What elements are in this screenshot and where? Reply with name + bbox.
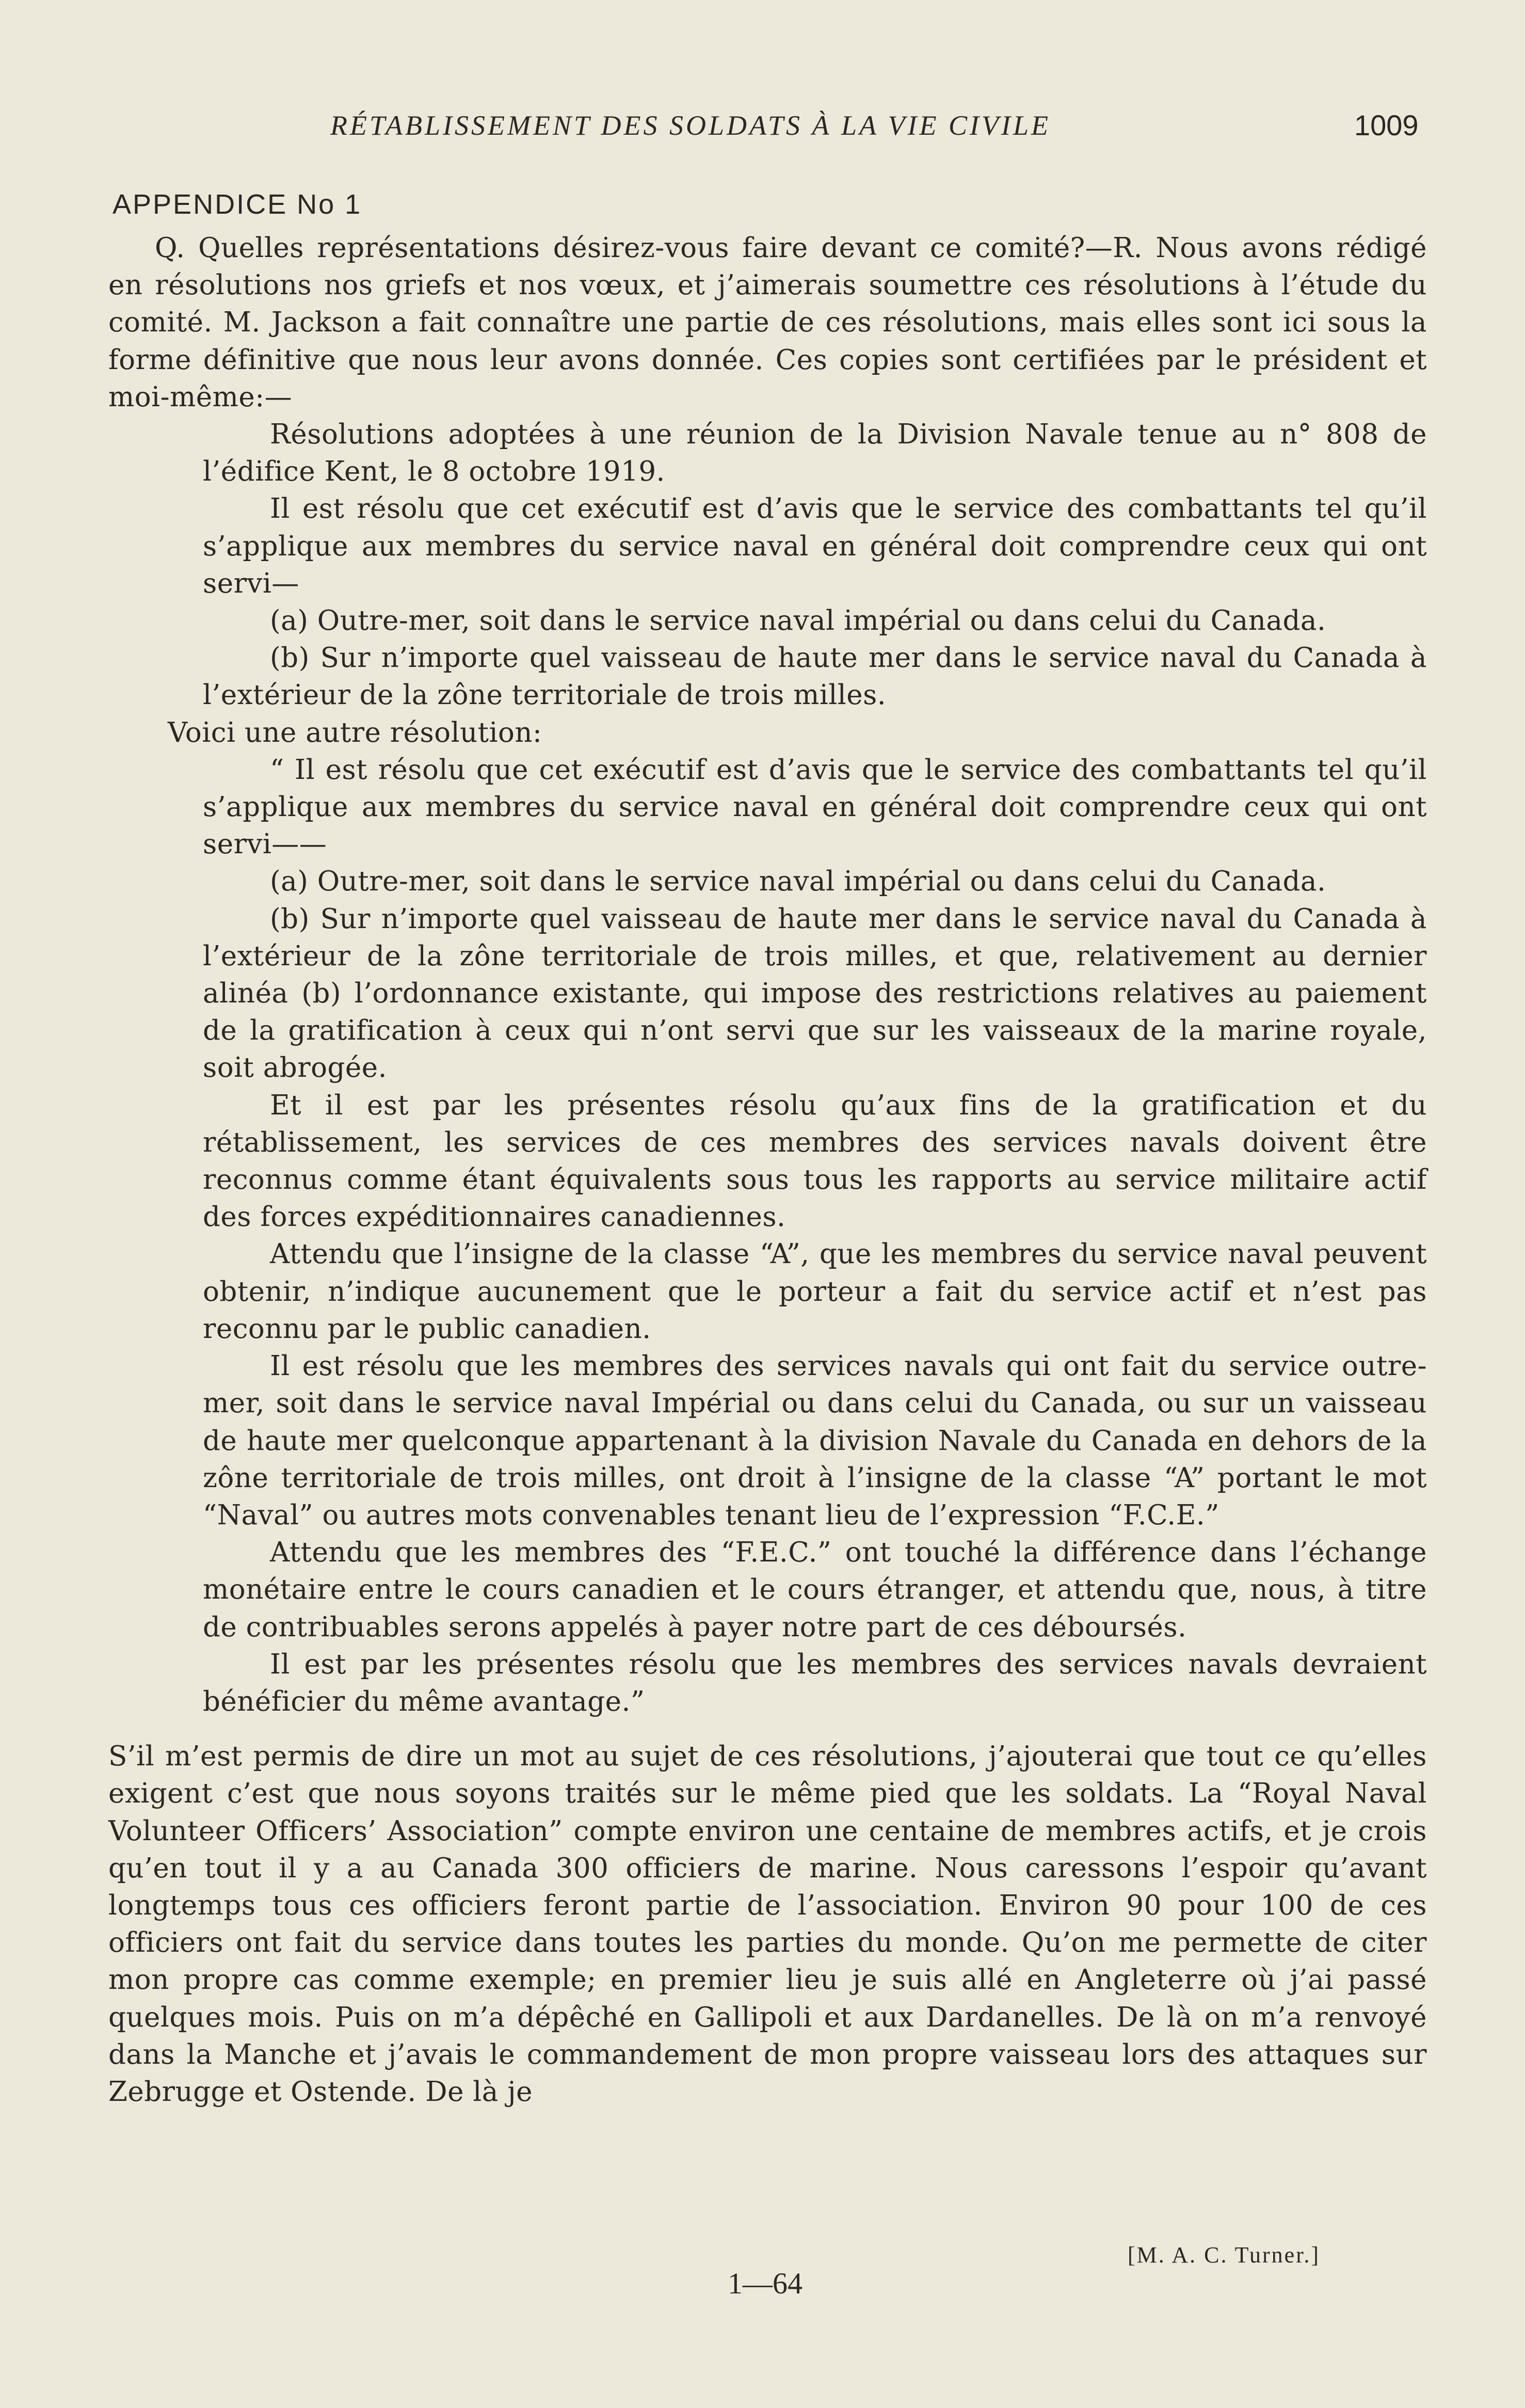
paragraph-voici: Voici une autre résolution: [168,716,542,748]
paragraph-item-a: (a) Outre-mer, soit dans le service naval impérial ou dans celui du Canada. [270,605,1326,637]
paragraph-attendu-1: Attendu que l’insigne de la classe “A”, que les membres du service naval peuvent obtenir, n’indique aucunement que le porteur a fait du service actif et n’est pas reconnu par le public canadien. [203,1238,1427,1345]
paragraph-resolution-2: “ Il est résolu que cet exécutif est d’avis que le service des combattants tel qu’il s’applique aux membres du service naval en général doit comprendre ceux qui ont servi—— [203,754,1427,860]
paragraph-item-a-2: (a) Outre-mer, soit dans le service naval impérial ou dans celui du Canada. [270,866,1326,898]
paragraph-resolution-intro: Résolutions adoptées à une réunion de la Division Navale tenue au n° 808 de l’édifice Kent, le 8 octobre 1919. [203,419,1427,488]
footer-signature: 1—64 [728,2267,802,2300]
paragraph-resolution-3: Et il est par les présentes résolu qu’aux fins de la gratification et du rétablissement, les services de ces membres des services navals doivent être reconnus comme étant équivalents sous tous les rapports au service militaire actif des forces expéditionnaires canadiennes. [203,1089,1427,1233]
paragraph-resolution-1: Il est résolu que cet exécutif est d’avis que le service des combattants tel qu’il s’applique aux membres du service naval en général doit comprendre ceux qui ont servi— [203,493,1427,599]
paragraph-resolution-5: Il est par les présentes résolu que les membres des services navals devraient bénéficier du même avantage.” [203,1648,1427,1717]
running-title: RÉTABLISSEMENT DES SOLDATS À LA VIE CIVILE [330,110,1051,141]
body-text [108,230,1427,2111]
paragraph-testimony: S’il m’est permis de dire un mot au sujet de ces résolutions, j’ajouterai que tout ce qu’elles exigent c’est que nous soyons traités sur le même pied que les soldats. La “Royal Naval Volunteer Officers’ Association” compte environ une centaine de membres actifs, et je crois qu’en tout il y a au Canada 300 officiers de marine. Nous caressons l’espoir qu’avant longtemps tous ces officiers feront partie de l’association. Environ 90 pour 100 de ces officiers ont fait du service dans toutes les parties du monde. Qu’on me permette de citer mon propre cas comme exemple; en premier lieu je suis allé en Angleterre où j’ai passé quelques mois. Puis on m’a dépêché en Gallipoli et aux Dardanelles. De là on m’a renvoyé dans la Manche et j’avais le commandement de mon propre vaisseau lors des attaques sur Zebrugge et Ostende. De là je [108,1741,1427,2108]
paragraph-resolution-4: Il est résolu que les membres des services navals qui ont fait du service outre-mer, soit dans le service naval Impérial ou dans celui du Canada, ou sur un vaisseau de haute mer quelconque appartenant à la division Navale du Canada en dehors de la zône territoriale de trois milles, ont droit à l’insigne de la classe “A” portant le mot “Naval” ou autres mots convenables tenant lieu de l’expression “F.C.E.” [203,1350,1427,1531]
speaker-tag: [M. A. C. Turner.] [1128,2242,1321,2268]
paragraph-item-b: (b) Sur n’importe quel vaisseau de haute mer dans le service naval du Canada à l’extérieur de la zône territoriale de trois milles. [203,642,1427,711]
paragraph-item-b-2: (b) Sur n’importe quel vaisseau de haute mer dans le service naval du Canada à l’extérieur de la zône territoriale de trois milles, et que, relativement au dernier alinéa (b) l’ordonnance existante, qui impose des restrictions relatives au paiement de la gratification à ceux qui n’ont servi que sur les vaisseaux de la marine royale, soit abrogée. [203,903,1427,1084]
paragraph-attendu-2: Attendu que les membres des “F.E.C.” ont touché la différence dans l’échange monétaire entre le cours canadien et le cours étranger, et attendu que, nous, à titre de contribuables serons appelés à payer notre part de ces déboursés. [203,1537,1427,1643]
appendix-label: APPENDICE No 1 [113,189,362,220]
page-number: 1009 [1354,109,1419,141]
paragraph-question: Q. Quelles représentations désirez-vous faire devant ce comité?—R. Nous avons rédigé en résolutions nos griefs et nos vœux, et j’aimerais soumettre ces résolutions à l’étude du comité. M. Jackson a fait connaître une partie de ces résolutions, mais elles sont ici sous la forme définitive que nous leur avons donnée. Ces copies sont certifiées par le président et moi-même:— [108,232,1427,413]
